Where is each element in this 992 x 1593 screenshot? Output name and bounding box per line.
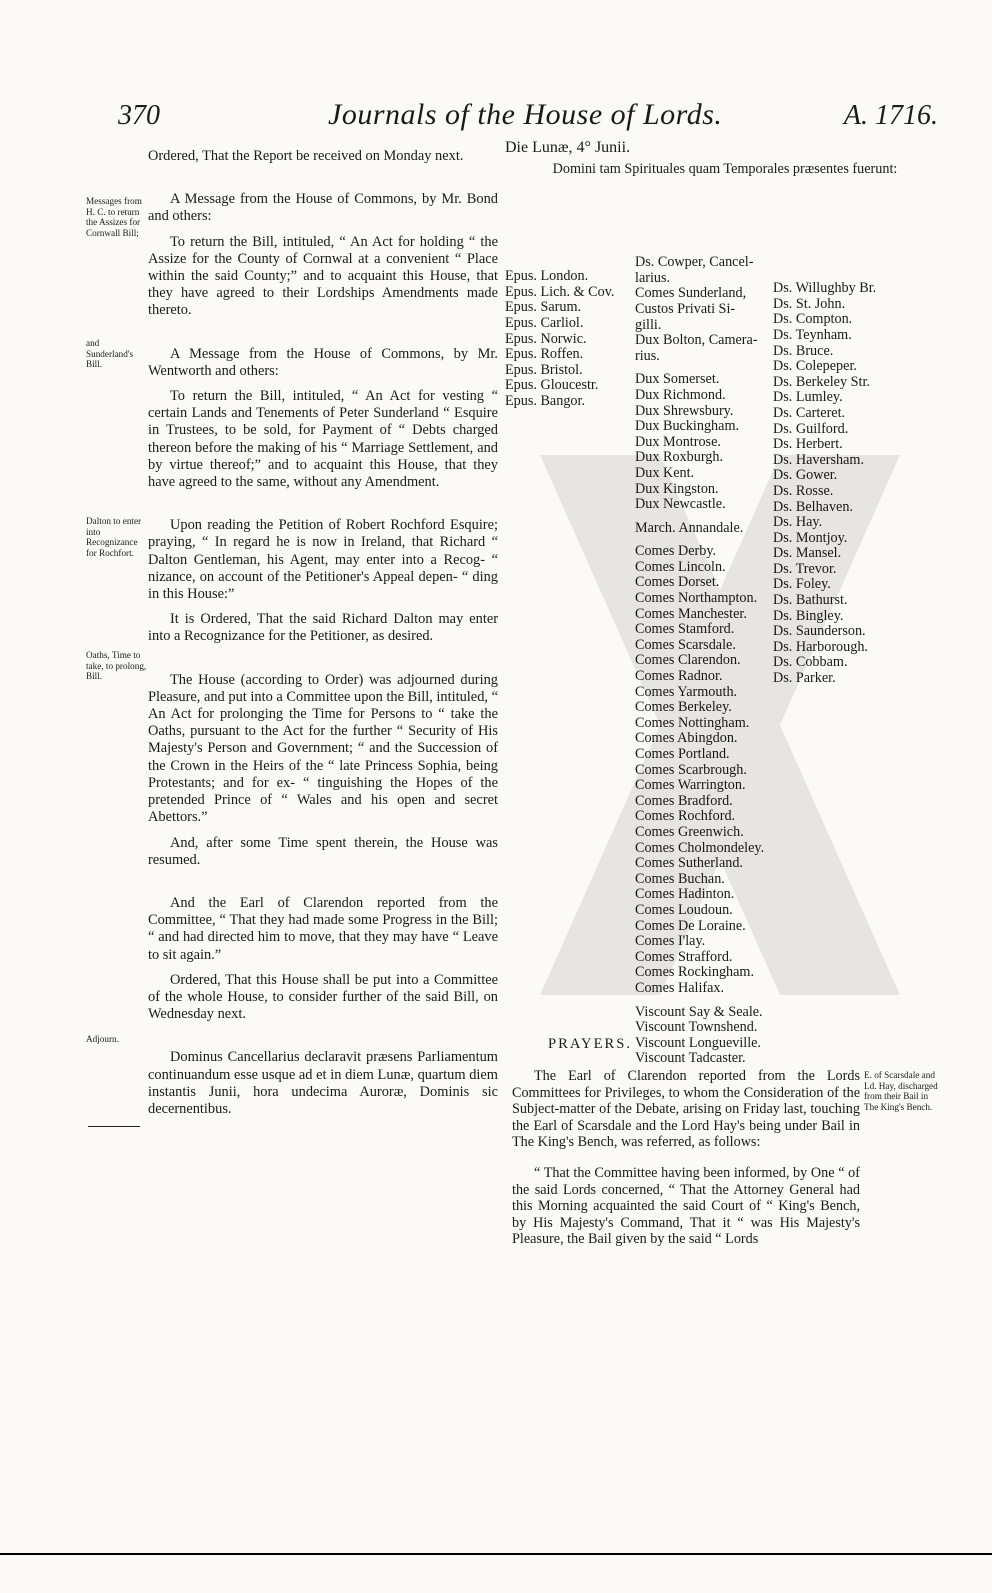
lord-entry: Comes Berkeley. — [635, 699, 732, 716]
lord-entry: Ds. Guilford. — [773, 420, 849, 437]
lord-entry: Dux Kingston. — [635, 480, 719, 497]
domini-line: Domini tam Spirituales quam Temporales præsentes fuerunt: — [552, 160, 898, 177]
prayers-heading: PRAYERS. — [548, 1036, 633, 1052]
lord-entry: Dux Newcastle. — [635, 496, 726, 513]
closing-rule — [88, 1126, 140, 1127]
lord-entry: Ds. Willughby Br. — [773, 280, 877, 297]
lord-entry: rius. — [635, 347, 660, 364]
page-number: 370 — [118, 100, 160, 131]
paragraph: A Message from the House of Commons, by Mr. Bond and others: — [148, 191, 498, 225]
paragraph: A Message from the House of Commons, by Mr. Wentworth and others: — [148, 345, 498, 379]
lord-entry: Ds. Gower. — [773, 467, 838, 484]
lord-entry: Epus. Roffen. — [505, 346, 584, 363]
lord-entry: Ds. Teynham. — [773, 326, 852, 343]
lord-entry: Comes Hadinton. — [635, 886, 735, 903]
margin-note: Oaths, Time to take, to prolong, Bill. — [86, 650, 147, 682]
paragraph: To return the Bill, intituled, “ An Act for vesting “ certain Lands and Tenements of Peter Sunderland “ Esquire in Trustees, to be sold, for Payment of “ Debts charged thereon before the making of his “ Marriage Settlement, and by virtue thereof;” and to acquaint this House, that they have agreed to the same, without any Amendment. — [148, 388, 498, 491]
lord-entry: Comes Rockingham. — [635, 964, 755, 981]
paragraph: The Earl of Clarendon reported from the Lords Committees for Privileges, to whom the Consideration of the Subject-matter of the Debate, arising on Friday last, touching the Earl of Scarsdale and the Lord Hay's being under Bail in The King's Bench, was referred, as follows: — [512, 1068, 860, 1151]
lord-entry: Comes De Loraine. — [635, 917, 746, 934]
lord-entry: Ds. Compton. — [773, 311, 853, 328]
lord-entry: Ds. Cowper, Cancel- — [635, 254, 754, 271]
lord-entry: Comes Bradford. — [635, 792, 733, 809]
lord-entry: Epus. Bristol. — [505, 361, 583, 378]
lord-entry: Comes Dorset. — [635, 574, 720, 591]
paragraph: Upon reading the Petition of Robert Rochford Esquire; praying, “ In regard he is now in Ireland, that Richard “ Dalton Gentleman, his Agent, may enter into a Recog- “ nizance, on account of the Petitioner's Appeal depen- “ ding in this House:” — [148, 517, 498, 603]
peers-list — [635, 255, 764, 1067]
lord-entry: Epus. Sarum. — [505, 299, 582, 316]
paragraph: It is Ordered, That the said Richard Dalton may enter into a Recognizance for the Petitioner, as desired. — [148, 611, 498, 645]
lord-entry: Dux Montrose. — [635, 433, 721, 450]
lord-entry: Viscount Longueville. — [635, 1034, 762, 1051]
lord-entry: Epus. Lich. & Cov. — [505, 283, 615, 300]
margin-note: E. of Scarsdale and Ld. Hay, discharged from their Bail in The King's Bench. — [864, 1070, 938, 1112]
lord-entry: Comes Portland. — [635, 746, 730, 762]
lord-entry: Ds. Berkeley Str. — [773, 373, 870, 390]
page-year: A. 1716. — [843, 100, 938, 131]
paragraph: Dominus Cancellarius declaravit præsens Parliamentum continuandum esse usque ad et in diem Lunæ, quartum diem instantis Junii, hora undecima Auroræ, Dominis sic decernentibus. — [148, 1049, 498, 1117]
lord-entry: Viscount Townshend. — [635, 1019, 758, 1036]
lord-entry: Epus. Gloucestr. — [505, 377, 599, 394]
paragraph: The House (according to Order) was adjourned during Pleasure, and put into a Committee upon the Bill, intituled, “ An Act for prolonging the Time for Persons to “ take the Oaths, pursuant to the Act for the further “ Security of His Majesty's Person and Government; “ and the Succession of the Crown in the Heirs of the “ late Princess Sophia, being Protestants; and for ex- “ tinguishing the Hopes of the pretended Prince of “ Wales and his open and secret Abettors.” — [148, 671, 498, 826]
lord-entry: Ds. Colepeper. — [773, 358, 857, 375]
lord-entry: Comes Northampton. — [635, 590, 758, 607]
paragraph: And the Earl of Clarendon reported from the Committee, “ That they had made some Progress in the Bill; “ and had directed him to move, that they may have “ Leave to sit again.” — [148, 894, 498, 963]
die-line: Die Lunæ, 4° Junii. — [505, 139, 631, 156]
lord-entry: Ds. Bathurst. — [773, 592, 848, 609]
lord-entry: Comes Sunderland, — [635, 285, 747, 302]
lord-entry: Ds. Bruce. — [773, 342, 834, 359]
paragraph: And, after some Time spent therein, the House was resumed. — [148, 834, 498, 868]
lord-entry: Ds. Foley. — [773, 576, 831, 593]
lord-entry: Ds. Saunderson. — [773, 623, 866, 640]
lord-entry: Comes I'lay. — [635, 933, 706, 950]
lord-entry: Ds. Haversham. — [773, 451, 865, 468]
lord-entry: Ds. Carteret. — [773, 404, 846, 421]
lord-entry: Ds. Lumley. — [773, 389, 843, 406]
lord-entry: Epus. London. — [505, 268, 589, 285]
lord-entry: Ds. Bingley. — [773, 607, 844, 624]
lord-entry: Comes Radnor. — [635, 668, 723, 685]
lord-entry: Ds. Hay. — [773, 514, 823, 531]
lord-entry: larius. — [635, 269, 671, 286]
lord-entry: Ds. Montjoy. — [773, 529, 848, 546]
lord-entry: Ds. Trevor. — [773, 560, 837, 577]
margin-note: Messages from H. C. to return the Assizes for Cornwall Bill; — [86, 196, 142, 238]
lord-entry: Dux Somerset. — [635, 371, 720, 388]
paragraph: To return the Bill, intituled, “ An Act for holding “ the Assize for the County of Cornwal at a convenient “ Place within the said County;” and to acquaint this House, that they have agreed to their Lordships Amendments made thereto. — [148, 233, 498, 319]
left-column — [148, 148, 498, 1127]
lord-entry: Comes Nottingham. — [635, 714, 750, 731]
lord-entry: Comes Derby. — [635, 543, 717, 560]
lord-entry: Dux Kent. — [635, 464, 695, 481]
margin-note: Dalton to enter into Recognizance for Rochfort. — [86, 516, 142, 558]
lord-entry: Comes Rochford. — [635, 808, 736, 825]
lord-entry: Ds. Harborough. — [773, 638, 868, 655]
running-title: Journals of the House of Lords. — [328, 98, 723, 131]
bishops-list — [505, 269, 614, 409]
page-header — [118, 96, 938, 136]
lord-entry: Comes Lincoln. — [635, 558, 726, 575]
lord-entry: March. Annandale. — [635, 519, 744, 536]
bottom-rule — [0, 1553, 992, 1555]
lord-entry: Comes Manchester. — [635, 605, 747, 622]
lord-entry: Dux Richmond. — [635, 386, 726, 403]
lord-entry: Comes Yarmouth. — [635, 683, 738, 700]
lord-entry: Comes Halifax. — [635, 979, 725, 996]
lord-entry: Comes Scarsdale. — [635, 636, 736, 653]
lord-entry: gilli. — [635, 316, 662, 333]
report-section — [512, 1068, 860, 1262]
lord-entry: Epus. Bangor. — [505, 392, 585, 409]
lord-entry: Ds. Rosse. — [773, 482, 834, 499]
paragraph: Ordered, That the Report be received on Monday next. — [148, 148, 464, 164]
lord-entry: Comes Sutherland. — [635, 855, 743, 872]
margin-note: and Sunderland's Bill. — [86, 338, 134, 370]
lord-entry: Comes Stamford. — [635, 621, 735, 638]
lord-entry: Dux Bolton, Camera- — [635, 332, 758, 349]
lord-entry: Ds. St. John. — [773, 295, 846, 312]
margin-note: Adjourn. — [86, 1034, 119, 1044]
lord-entry: Comes Greenwich. — [635, 823, 744, 840]
lord-entry: Dux Shrewsbury. — [635, 402, 734, 419]
lord-entry: Comes Warrington. — [635, 777, 746, 794]
barons-list — [773, 281, 876, 686]
lord-entry: Ds. Belhaven. — [773, 498, 853, 515]
lord-entry: Ds. Mansel. — [773, 545, 842, 562]
lord-entry: Viscount Tadcaster. — [635, 1050, 746, 1067]
paragraph: “ That the Committee having been informed, by One “ of the said Lords concerned, “ That the Attorney General had this Morning acquainted the said Court of “ King's Bench, by His Majesty's Command, That it “ was His Majesty's Pleasure, the Bail given by the said “ Lords — [512, 1164, 860, 1248]
lord-entry: Dux Roxburgh. — [635, 449, 724, 466]
lord-entry: Custos Privati Si- — [635, 300, 736, 317]
lord-entry: Comes Buchan. — [635, 870, 725, 887]
lord-entry: Epus. Norwic. — [505, 330, 587, 347]
lord-entry: Epus. Carliol. — [505, 314, 584, 331]
lord-entry: Comes Strafford. — [635, 948, 733, 965]
lord-entry: Ds. Parker. — [773, 670, 836, 687]
lord-entry: Comes Cholmondeley. — [635, 839, 765, 856]
lord-entry: Dux Buckingham. — [635, 418, 740, 435]
lord-entry: Ds. Herbert. — [773, 436, 843, 453]
lord-entry: Comes Abingdon. — [635, 730, 738, 747]
lord-entry: Comes Clarendon. — [635, 652, 741, 669]
lord-entry: Ds. Cobbam. — [773, 654, 848, 671]
lord-entry: Comes Scarbrough. — [635, 761, 747, 778]
lord-entry: Viscount Say & Seale. — [635, 1003, 763, 1020]
lord-entry: Comes Loudoun. — [635, 901, 733, 918]
paragraph: Ordered, That this House shall be put into a Committee of the whole House, to consider further of the said Bill, on Wednesday next. — [148, 971, 498, 1023]
